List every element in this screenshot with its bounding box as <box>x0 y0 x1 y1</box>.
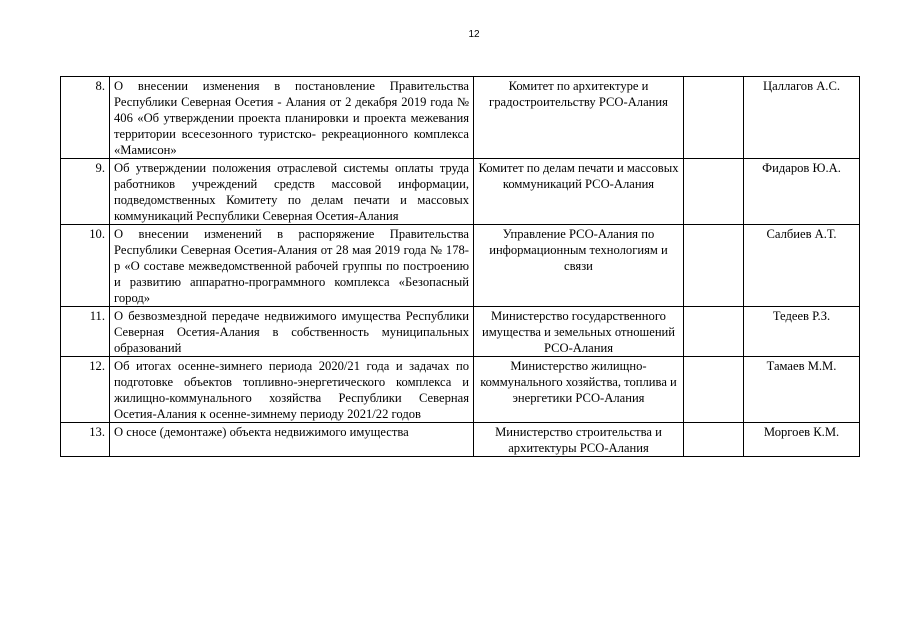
responsible-organization: Комитет по архитектуре и градостроительству РСО-Алания <box>474 77 684 159</box>
row-number: 9. <box>61 159 110 225</box>
responsible-organization: Министерство государственного имущества и земельных отношений РСО-Алания <box>474 307 684 357</box>
row-number: 12. <box>61 357 110 423</box>
row-number: 8. <box>61 77 110 159</box>
agenda-item-title: О сносе (демонтаже) объекта недвижимого имущества <box>110 423 474 457</box>
speaker-name: Фидаров Ю.А. <box>744 159 860 225</box>
agenda-item-title: О безвозмездной передаче недвижимого имущества Республики Северная Осетия-Алания в собственность муниципальных образований <box>110 307 474 357</box>
empty-cell <box>684 357 744 423</box>
row-number: 13. <box>61 423 110 457</box>
empty-cell <box>684 159 744 225</box>
speaker-name: Тамаев М.М. <box>744 357 860 423</box>
empty-cell <box>684 225 744 307</box>
responsible-organization: Министерство строительства и архитектуры РСО-Алания <box>474 423 684 457</box>
speaker-name: Моргоев К.М. <box>744 423 860 457</box>
table-row <box>61 77 860 159</box>
speaker-name: Салбиев А.Т. <box>744 225 860 307</box>
table-row <box>61 357 860 423</box>
speaker-name: Цаллагов А.С. <box>744 77 860 159</box>
page-number: 12 <box>468 29 480 40</box>
table-row <box>61 225 860 307</box>
agenda-item-title: О внесении изменения в постановление Правительства Республики Северная Осетия - Алания от 2 декабря 2019 года № 406 «Об утверждении проекта планировки и проекта межевания территории всесезонного туристско- рекреационного комплекса «Мамисон» <box>110 77 474 159</box>
table-row <box>61 307 860 357</box>
row-number: 11. <box>61 307 110 357</box>
agenda-item-title: Об итогах осенне-зимнего периода 2020/21 года и задачах по подготовке объектов топливно-энергетического комплекса и жилищно-коммунального хозяйства Республики Северная Осетия-Алания к осенне-зимнему периоду 2021/22 годов <box>110 357 474 423</box>
speaker-name: Тедеев Р.З. <box>744 307 860 357</box>
table-row <box>61 159 860 225</box>
agenda-item-title: О внесении изменений в распоряжение Правительства Республики Северная Осетия-Алания от 28 мая 2019 года № 178-р «О составе межведомственной рабочей группы по построению и развитию аппаратно-программного комплекса «Безопасный город» <box>110 225 474 307</box>
row-number: 10. <box>61 225 110 307</box>
table-row <box>61 423 860 457</box>
agenda-table <box>60 76 860 457</box>
empty-cell <box>684 77 744 159</box>
responsible-organization: Министерство жилищно-коммунального хозяйства, топлива и энергетики РСО-Алания <box>474 357 684 423</box>
empty-cell <box>684 307 744 357</box>
responsible-organization: Комитет по делам печати и массовых коммуникаций РСО-Алания <box>474 159 684 225</box>
agenda-item-title: Об утверждении положения отраслевой системы оплаты труда работников учреждений средств массовой информации, подведомственных Комитету по делам печати и массовых коммуникаций Республики Северная Осетия-Алания <box>110 159 474 225</box>
responsible-organization: Управление РСО-Алания по информационным технологиям и связи <box>474 225 684 307</box>
empty-cell <box>684 423 744 457</box>
